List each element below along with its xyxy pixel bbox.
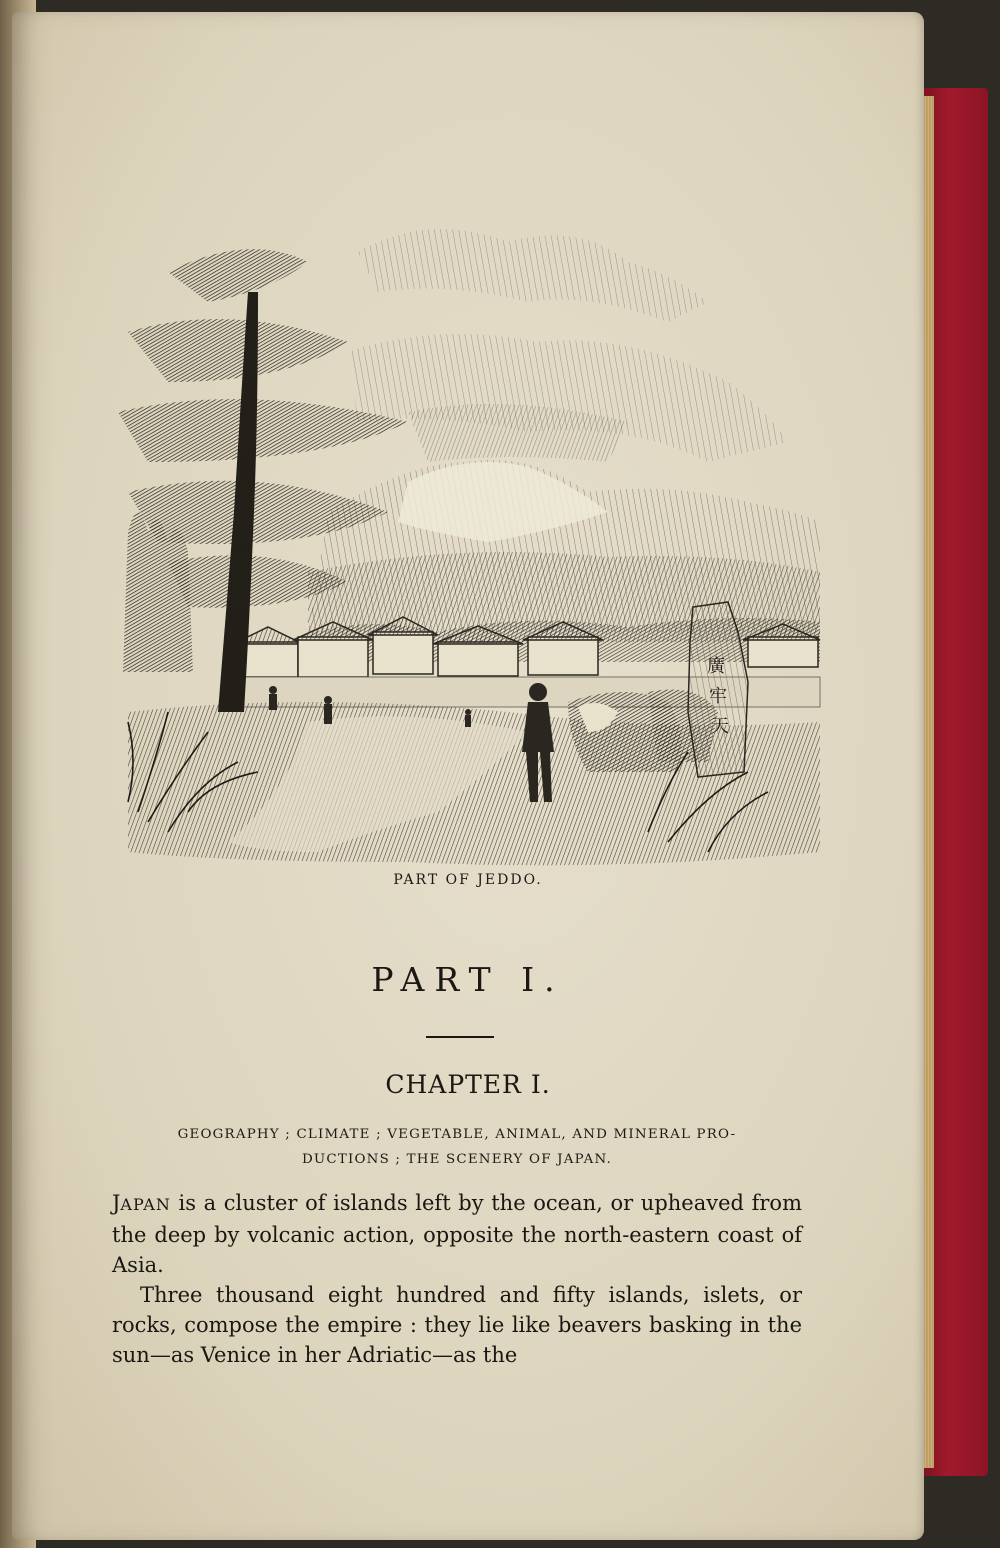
cypress-trees xyxy=(123,512,193,672)
chapter-summary-line-1: GEOGRAPHY ; CLIMATE ; VEGETABLE, ANIMAL, AND MINERAL PRO- xyxy=(177,1127,737,1142)
body-text xyxy=(112,1188,802,1370)
paragraph-1-text: is a cluster of islands left by the ocean, or upheaved from the deep by volcanic action, opposite the north-eastern coast of Asia. xyxy=(112,1191,802,1277)
monument-char-3: 天 xyxy=(711,716,729,737)
sky-clouds xyxy=(348,229,788,462)
illustration-caption: PART OF JEDDO. xyxy=(393,872,543,888)
chapter-summary-line-2: DUCTIONS ; THE SCENERY OF JAPAN. xyxy=(301,1152,612,1167)
paragraph-2: Three thousand eight hundred and fifty islands, islets, or rocks, compose the empire : they lie like beavers basking in the sun—as Venice in her Adriatic—as the xyxy=(112,1283,802,1367)
part-heading: PART I. xyxy=(371,960,565,999)
heading-rule xyxy=(426,1036,494,1038)
small-caps-word: APAN xyxy=(120,1195,171,1214)
mountain xyxy=(308,460,820,642)
drop-letter: J xyxy=(112,1191,121,1215)
engraving-illustration xyxy=(108,212,826,872)
monument-char-2: 牢 xyxy=(709,686,727,707)
chapter-summary xyxy=(112,1122,802,1172)
book-page xyxy=(12,12,924,1540)
paragraph-1 xyxy=(112,1188,802,1280)
chapter-heading: CHAPTER I. xyxy=(385,1070,551,1099)
monument-char-1: 廣 xyxy=(707,656,725,677)
